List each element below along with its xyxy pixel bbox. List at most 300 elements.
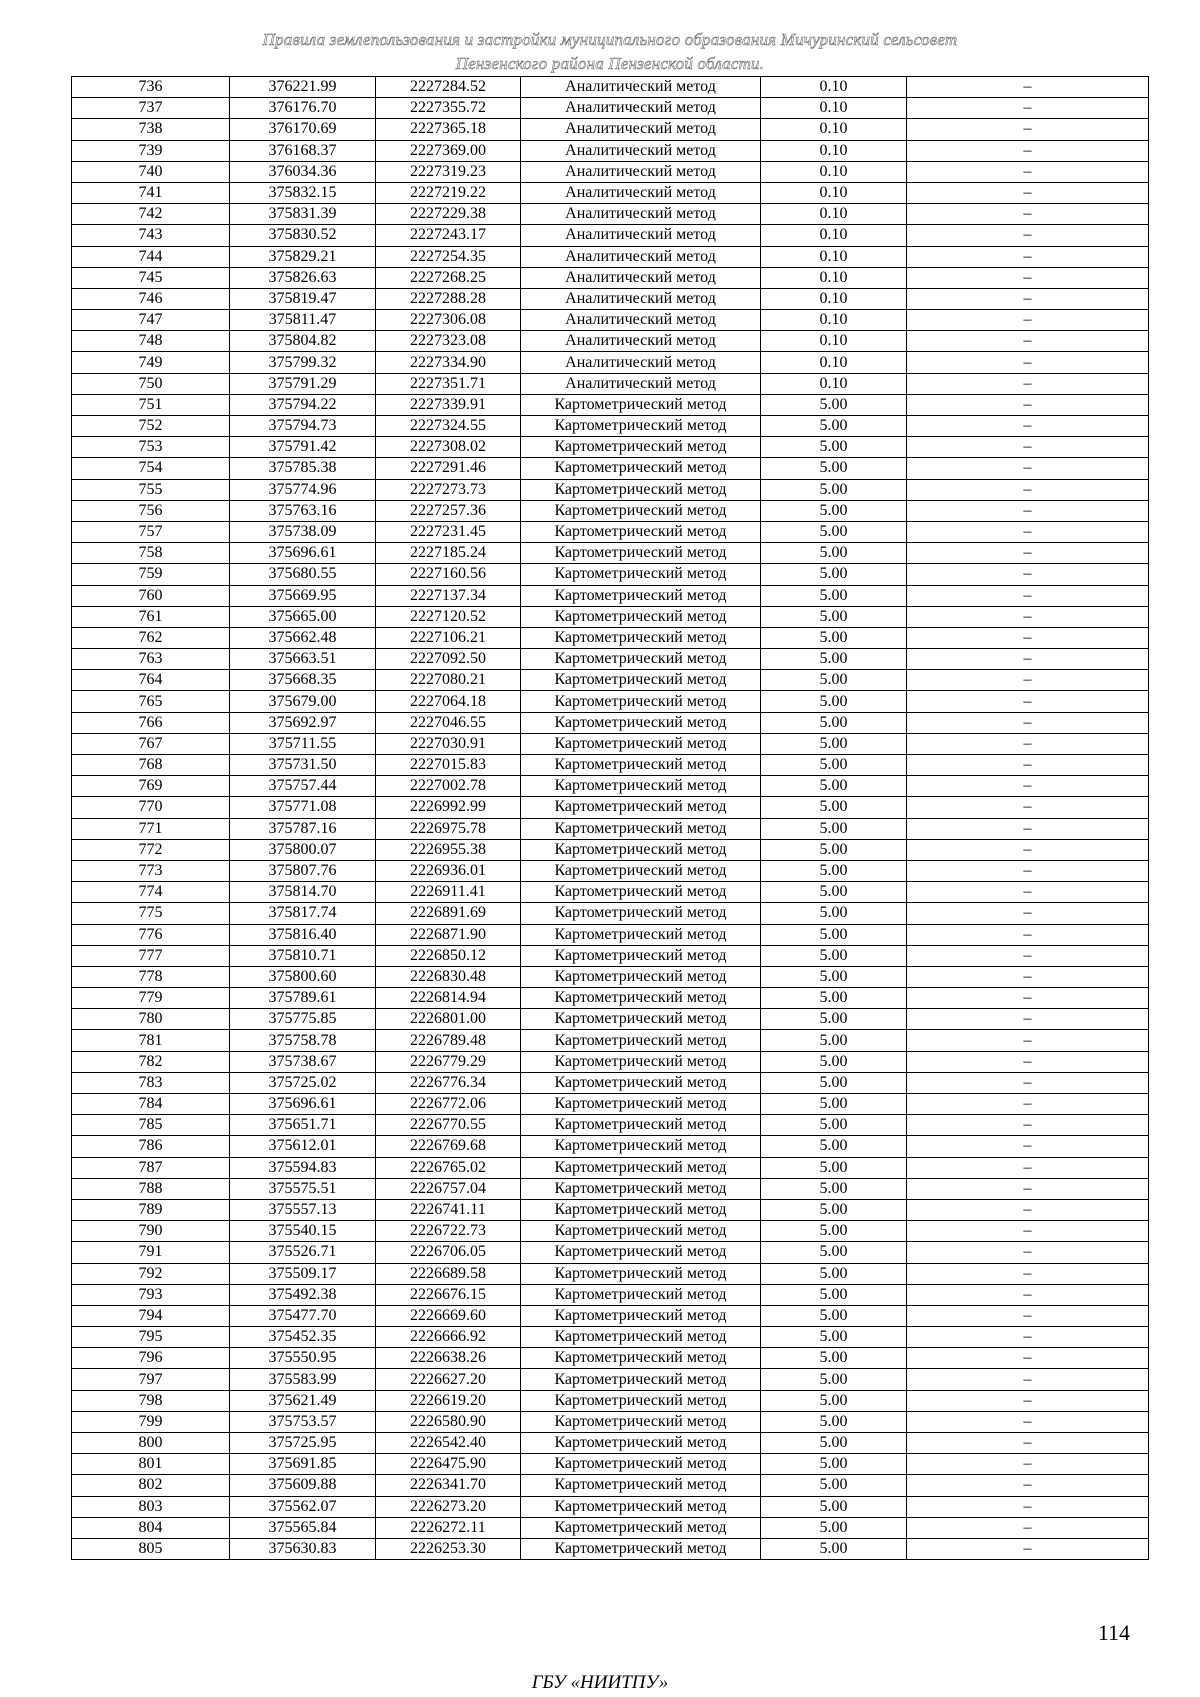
- table-row: [72, 903, 1149, 924]
- x-coordinate-cell: 375562.07: [230, 1496, 376, 1517]
- point-number-cell: 794: [72, 1305, 230, 1326]
- note-cell: –: [907, 1178, 1149, 1199]
- y-coordinate-cell: 2227291.46: [376, 458, 521, 479]
- y-coordinate-cell: 2227185.24: [376, 543, 521, 564]
- table-row: [72, 331, 1149, 352]
- point-number-cell: 777: [72, 945, 230, 966]
- table-row: [72, 119, 1149, 140]
- point-number-cell: 800: [72, 1433, 230, 1454]
- x-coordinate-cell: 375594.83: [230, 1157, 376, 1178]
- note-cell: –: [907, 1242, 1149, 1263]
- method-cell: Картометрический метод: [521, 1242, 761, 1263]
- method-cell: Картометрический метод: [521, 1538, 761, 1559]
- x-coordinate-cell: 375763.16: [230, 500, 376, 521]
- x-coordinate-cell: 375477.70: [230, 1305, 376, 1326]
- table-row: [72, 1072, 1149, 1093]
- method-cell: Картометрический метод: [521, 1094, 761, 1115]
- accuracy-cell: 0.10: [761, 352, 907, 373]
- table-row: [72, 373, 1149, 394]
- note-cell: –: [907, 1454, 1149, 1475]
- table-row: [72, 246, 1149, 267]
- method-cell: Картометрический метод: [521, 776, 761, 797]
- table-row: [72, 1263, 1149, 1284]
- point-number-cell: 784: [72, 1094, 230, 1115]
- note-cell: –: [907, 733, 1149, 754]
- x-coordinate-cell: 375831.39: [230, 204, 376, 225]
- y-coordinate-cell: 2226666.92: [376, 1327, 521, 1348]
- y-coordinate-cell: 2227273.73: [376, 479, 521, 500]
- point-number-cell: 770: [72, 797, 230, 818]
- table-row: [72, 564, 1149, 585]
- table-row: [72, 670, 1149, 691]
- note-cell: –: [907, 1263, 1149, 1284]
- note-cell: –: [907, 1051, 1149, 1072]
- x-coordinate-cell: 375775.85: [230, 1009, 376, 1030]
- accuracy-cell: 5.00: [761, 585, 907, 606]
- y-coordinate-cell: 2227106.21: [376, 627, 521, 648]
- y-coordinate-cell: 2227369.00: [376, 140, 521, 161]
- y-coordinate-cell: 2226770.55: [376, 1115, 521, 1136]
- point-number-cell: 738: [72, 119, 230, 140]
- method-cell: Аналитический метод: [521, 352, 761, 373]
- point-number-cell: 789: [72, 1199, 230, 1220]
- method-cell: Картометрический метод: [521, 1496, 761, 1517]
- table-row: [72, 585, 1149, 606]
- note-cell: –: [907, 77, 1149, 98]
- table-row: [72, 1305, 1149, 1326]
- note-cell: –: [907, 818, 1149, 839]
- y-coordinate-cell: 2226542.40: [376, 1433, 521, 1454]
- point-number-cell: 792: [72, 1263, 230, 1284]
- point-number-cell: 776: [72, 924, 230, 945]
- table-row: [72, 1199, 1149, 1220]
- accuracy-cell: 5.00: [761, 988, 907, 1009]
- y-coordinate-cell: 2227092.50: [376, 649, 521, 670]
- x-coordinate-cell: 375811.47: [230, 310, 376, 331]
- x-coordinate-cell: 375691.85: [230, 1454, 376, 1475]
- note-cell: –: [907, 1030, 1149, 1051]
- table-row: [72, 1284, 1149, 1305]
- note-cell: –: [907, 1284, 1149, 1305]
- note-cell: –: [907, 839, 1149, 860]
- x-coordinate-cell: 375799.32: [230, 352, 376, 373]
- accuracy-cell: 5.00: [761, 1136, 907, 1157]
- point-number-cell: 745: [72, 267, 230, 288]
- point-number-cell: 804: [72, 1517, 230, 1538]
- y-coordinate-cell: 2227288.28: [376, 288, 521, 309]
- point-number-cell: 796: [72, 1348, 230, 1369]
- table-row: [72, 712, 1149, 733]
- method-cell: Картометрический метод: [521, 818, 761, 839]
- table-row: [72, 691, 1149, 712]
- note-cell: –: [907, 182, 1149, 203]
- y-coordinate-cell: 2226676.15: [376, 1284, 521, 1305]
- method-cell: Картометрический метод: [521, 1411, 761, 1432]
- note-cell: –: [907, 225, 1149, 246]
- note-cell: –: [907, 1369, 1149, 1390]
- method-cell: Картометрический метод: [521, 1009, 761, 1030]
- note-cell: –: [907, 1136, 1149, 1157]
- note-cell: –: [907, 1475, 1149, 1496]
- point-number-cell: 764: [72, 670, 230, 691]
- accuracy-cell: 5.00: [761, 670, 907, 691]
- y-coordinate-cell: 2226253.30: [376, 1538, 521, 1559]
- accuracy-cell: 0.10: [761, 204, 907, 225]
- y-coordinate-cell: 2226936.01: [376, 860, 521, 881]
- x-coordinate-cell: 375679.00: [230, 691, 376, 712]
- point-number-cell: 799: [72, 1411, 230, 1432]
- note-cell: –: [907, 1517, 1149, 1538]
- x-coordinate-cell: 375791.42: [230, 437, 376, 458]
- y-coordinate-cell: 2226580.90: [376, 1411, 521, 1432]
- accuracy-cell: 0.10: [761, 119, 907, 140]
- y-coordinate-cell: 2226789.48: [376, 1030, 521, 1051]
- table-row: [72, 839, 1149, 860]
- note-cell: –: [907, 776, 1149, 797]
- table-row: [72, 352, 1149, 373]
- table-row: [72, 1454, 1149, 1475]
- x-coordinate-cell: 375550.95: [230, 1348, 376, 1369]
- document-header: [70, 28, 1150, 76]
- accuracy-cell: 5.00: [761, 903, 907, 924]
- point-number-cell: 749: [72, 352, 230, 373]
- method-cell: Картометрический метод: [521, 437, 761, 458]
- point-number-cell: 761: [72, 606, 230, 627]
- y-coordinate-cell: 2226830.48: [376, 966, 521, 987]
- accuracy-cell: 5.00: [761, 1221, 907, 1242]
- point-number-cell: 773: [72, 860, 230, 881]
- note-cell: –: [907, 521, 1149, 542]
- point-number-cell: 742: [72, 204, 230, 225]
- x-coordinate-cell: 375509.17: [230, 1263, 376, 1284]
- x-coordinate-cell: 375557.13: [230, 1199, 376, 1220]
- table-row: [72, 500, 1149, 521]
- x-coordinate-cell: 375668.35: [230, 670, 376, 691]
- note-cell: –: [907, 585, 1149, 606]
- method-cell: Аналитический метод: [521, 288, 761, 309]
- coordinates-table-body: [72, 77, 1149, 1560]
- accuracy-cell: 0.10: [761, 225, 907, 246]
- y-coordinate-cell: 2227030.91: [376, 733, 521, 754]
- note-cell: –: [907, 755, 1149, 776]
- note-cell: –: [907, 627, 1149, 648]
- method-cell: Аналитический метод: [521, 161, 761, 182]
- accuracy-cell: 5.00: [761, 924, 907, 945]
- method-cell: Аналитический метод: [521, 77, 761, 98]
- table-row: [72, 755, 1149, 776]
- table-row: [72, 733, 1149, 754]
- point-number-cell: 781: [72, 1030, 230, 1051]
- note-cell: –: [907, 288, 1149, 309]
- accuracy-cell: 0.10: [761, 140, 907, 161]
- y-coordinate-cell: 2227351.71: [376, 373, 521, 394]
- method-cell: Аналитический метод: [521, 140, 761, 161]
- point-number-cell: 747: [72, 310, 230, 331]
- note-cell: –: [907, 1496, 1149, 1517]
- x-coordinate-cell: 375621.49: [230, 1390, 376, 1411]
- point-number-cell: 768: [72, 755, 230, 776]
- table-row: [72, 1411, 1149, 1432]
- method-cell: Картометрический метод: [521, 479, 761, 500]
- accuracy-cell: 5.00: [761, 1411, 907, 1432]
- table-row: [72, 860, 1149, 881]
- y-coordinate-cell: 2227002.78: [376, 776, 521, 797]
- method-cell: Картометрический метод: [521, 1199, 761, 1220]
- method-cell: Картометрический метод: [521, 585, 761, 606]
- note-cell: –: [907, 1157, 1149, 1178]
- accuracy-cell: 5.00: [761, 1496, 907, 1517]
- method-cell: Картометрический метод: [521, 458, 761, 479]
- method-cell: Картометрический метод: [521, 1327, 761, 1348]
- table-row: [72, 140, 1149, 161]
- accuracy-cell: 0.10: [761, 98, 907, 119]
- accuracy-cell: 0.10: [761, 288, 907, 309]
- table-row: [72, 288, 1149, 309]
- accuracy-cell: 5.00: [761, 818, 907, 839]
- method-cell: Картометрический метод: [521, 606, 761, 627]
- accuracy-cell: 5.00: [761, 1242, 907, 1263]
- point-number-cell: 752: [72, 416, 230, 437]
- table-row: [72, 458, 1149, 479]
- method-cell: Картометрический метод: [521, 1051, 761, 1072]
- point-number-cell: 785: [72, 1115, 230, 1136]
- note-cell: –: [907, 1199, 1149, 1220]
- point-number-cell: 778: [72, 966, 230, 987]
- accuracy-cell: 5.00: [761, 1327, 907, 1348]
- point-number-cell: 791: [72, 1242, 230, 1263]
- y-coordinate-cell: 2226638.26: [376, 1348, 521, 1369]
- x-coordinate-cell: 375711.55: [230, 733, 376, 754]
- table-row: [72, 1517, 1149, 1538]
- point-number-cell: 748: [72, 331, 230, 352]
- method-cell: Картометрический метод: [521, 1263, 761, 1284]
- point-number-cell: 744: [72, 246, 230, 267]
- y-coordinate-cell: 2227046.55: [376, 712, 521, 733]
- accuracy-cell: 0.10: [761, 331, 907, 352]
- method-cell: Картометрический метод: [521, 564, 761, 585]
- x-coordinate-cell: 375612.01: [230, 1136, 376, 1157]
- y-coordinate-cell: 2227355.72: [376, 98, 521, 119]
- point-number-cell: 756: [72, 500, 230, 521]
- point-number-cell: 741: [72, 182, 230, 203]
- method-cell: Картометрический метод: [521, 1030, 761, 1051]
- note-cell: –: [907, 712, 1149, 733]
- y-coordinate-cell: 2227229.38: [376, 204, 521, 225]
- accuracy-cell: 5.00: [761, 1305, 907, 1326]
- accuracy-cell: 5.00: [761, 1178, 907, 1199]
- note-cell: –: [907, 416, 1149, 437]
- x-coordinate-cell: 375829.21: [230, 246, 376, 267]
- point-number-cell: 771: [72, 818, 230, 839]
- x-coordinate-cell: 376170.69: [230, 119, 376, 140]
- table-row: [72, 1009, 1149, 1030]
- table-row: [72, 1242, 1149, 1263]
- y-coordinate-cell: 2227308.02: [376, 437, 521, 458]
- method-cell: Картометрический метод: [521, 903, 761, 924]
- table-row: [72, 988, 1149, 1009]
- method-cell: Аналитический метод: [521, 119, 761, 140]
- x-coordinate-cell: 375526.71: [230, 1242, 376, 1263]
- y-coordinate-cell: 2227137.34: [376, 585, 521, 606]
- table-row: [72, 1369, 1149, 1390]
- table-row: [72, 1115, 1149, 1136]
- table-row: [72, 1433, 1149, 1454]
- y-coordinate-cell: 2226992.99: [376, 797, 521, 818]
- y-coordinate-cell: 2226722.73: [376, 1221, 521, 1242]
- method-cell: Картометрический метод: [521, 1178, 761, 1199]
- header-line-2: Пензенского района Пензенской области.: [455, 54, 765, 73]
- table-row: [72, 1094, 1149, 1115]
- method-cell: Картометрический метод: [521, 1136, 761, 1157]
- y-coordinate-cell: 2227080.21: [376, 670, 521, 691]
- table-row: [72, 627, 1149, 648]
- accuracy-cell: 5.00: [761, 1369, 907, 1390]
- accuracy-cell: 5.00: [761, 1475, 907, 1496]
- table-row: [72, 1538, 1149, 1559]
- note-cell: –: [907, 670, 1149, 691]
- method-cell: Картометрический метод: [521, 521, 761, 542]
- table-row: [72, 204, 1149, 225]
- point-number-cell: 746: [72, 288, 230, 309]
- note-cell: –: [907, 606, 1149, 627]
- note-cell: –: [907, 140, 1149, 161]
- table-row: [72, 437, 1149, 458]
- x-coordinate-cell: 375696.61: [230, 1094, 376, 1115]
- note-cell: –: [907, 161, 1149, 182]
- accuracy-cell: 5.00: [761, 1051, 907, 1072]
- accuracy-cell: 5.00: [761, 458, 907, 479]
- table-row: [72, 818, 1149, 839]
- point-number-cell: 740: [72, 161, 230, 182]
- method-cell: Картометрический метод: [521, 1475, 761, 1496]
- point-number-cell: 797: [72, 1369, 230, 1390]
- accuracy-cell: 5.00: [761, 1094, 907, 1115]
- y-coordinate-cell: 2226669.60: [376, 1305, 521, 1326]
- accuracy-cell: 5.00: [761, 839, 907, 860]
- x-coordinate-cell: 375814.70: [230, 882, 376, 903]
- y-coordinate-cell: 2226776.34: [376, 1072, 521, 1093]
- y-coordinate-cell: 2226814.94: [376, 988, 521, 1009]
- accuracy-cell: 5.00: [761, 606, 907, 627]
- note-cell: –: [907, 479, 1149, 500]
- note-cell: –: [907, 352, 1149, 373]
- accuracy-cell: 5.00: [761, 627, 907, 648]
- method-cell: Картометрический метод: [521, 797, 761, 818]
- note-cell: –: [907, 1348, 1149, 1369]
- note-cell: –: [907, 945, 1149, 966]
- point-number-cell: 755: [72, 479, 230, 500]
- y-coordinate-cell: 2226955.38: [376, 839, 521, 860]
- table-row: [72, 1030, 1149, 1051]
- note-cell: –: [907, 373, 1149, 394]
- point-number-cell: 788: [72, 1178, 230, 1199]
- x-coordinate-cell: 375665.00: [230, 606, 376, 627]
- method-cell: Картометрический метод: [521, 416, 761, 437]
- x-coordinate-cell: 375830.52: [230, 225, 376, 246]
- point-number-cell: 772: [72, 839, 230, 860]
- point-number-cell: 795: [72, 1327, 230, 1348]
- accuracy-cell: 5.00: [761, 945, 907, 966]
- accuracy-cell: 5.00: [761, 1517, 907, 1538]
- x-coordinate-cell: 375794.22: [230, 394, 376, 415]
- method-cell: Картометрический метод: [521, 1157, 761, 1178]
- method-cell: Картометрический метод: [521, 691, 761, 712]
- y-coordinate-cell: 2226627.20: [376, 1369, 521, 1390]
- note-cell: –: [907, 1305, 1149, 1326]
- note-cell: –: [907, 1411, 1149, 1432]
- y-coordinate-cell: 2226871.90: [376, 924, 521, 945]
- accuracy-cell: 5.00: [761, 1454, 907, 1475]
- y-coordinate-cell: 2227319.23: [376, 161, 521, 182]
- y-coordinate-cell: 2227219.22: [376, 182, 521, 203]
- accuracy-cell: 5.00: [761, 1009, 907, 1030]
- table-row: [72, 1221, 1149, 1242]
- method-cell: Картометрический метод: [521, 1115, 761, 1136]
- x-coordinate-cell: 375758.78: [230, 1030, 376, 1051]
- y-coordinate-cell: 2226772.06: [376, 1094, 521, 1115]
- point-number-cell: 751: [72, 394, 230, 415]
- note-cell: –: [907, 394, 1149, 415]
- point-number-cell: 765: [72, 691, 230, 712]
- table-row: [72, 1475, 1149, 1496]
- method-cell: Картометрический метод: [521, 1348, 761, 1369]
- table-row: [72, 161, 1149, 182]
- y-coordinate-cell: 2227243.17: [376, 225, 521, 246]
- note-cell: –: [907, 882, 1149, 903]
- x-coordinate-cell: 375771.08: [230, 797, 376, 818]
- method-cell: Картометрический метод: [521, 543, 761, 564]
- table-row: [72, 521, 1149, 542]
- accuracy-cell: 5.00: [761, 1263, 907, 1284]
- x-coordinate-cell: 375800.60: [230, 966, 376, 987]
- table-row: [72, 394, 1149, 415]
- point-number-cell: 786: [72, 1136, 230, 1157]
- method-cell: Картометрический метод: [521, 394, 761, 415]
- x-coordinate-cell: 375662.48: [230, 627, 376, 648]
- point-number-cell: 736: [72, 77, 230, 98]
- table-row: [72, 1178, 1149, 1199]
- point-number-cell: 759: [72, 564, 230, 585]
- y-coordinate-cell: 2226801.00: [376, 1009, 521, 1030]
- coordinates-table: [71, 76, 1149, 1560]
- method-cell: Картометрический метод: [521, 1390, 761, 1411]
- table-row: [72, 98, 1149, 119]
- point-number-cell: 779: [72, 988, 230, 1009]
- table-row: [72, 776, 1149, 797]
- note-cell: –: [907, 1009, 1149, 1030]
- x-coordinate-cell: 375804.82: [230, 331, 376, 352]
- accuracy-cell: 5.00: [761, 712, 907, 733]
- page-number: 114: [1097, 1620, 1130, 1645]
- accuracy-cell: 5.00: [761, 543, 907, 564]
- y-coordinate-cell: 2227268.25: [376, 267, 521, 288]
- method-cell: Картометрический метод: [521, 945, 761, 966]
- point-number-cell: 802: [72, 1475, 230, 1496]
- x-coordinate-cell: 375807.76: [230, 860, 376, 881]
- y-coordinate-cell: 2227257.36: [376, 500, 521, 521]
- x-coordinate-cell: 375738.09: [230, 521, 376, 542]
- y-coordinate-cell: 2226850.12: [376, 945, 521, 966]
- y-coordinate-cell: 2226741.11: [376, 1199, 521, 1220]
- method-cell: Картометрический метод: [521, 966, 761, 987]
- x-coordinate-cell: 375753.57: [230, 1411, 376, 1432]
- accuracy-cell: 5.00: [761, 500, 907, 521]
- note-cell: –: [907, 966, 1149, 987]
- accuracy-cell: 5.00: [761, 1538, 907, 1559]
- point-number-cell: 783: [72, 1072, 230, 1093]
- note-cell: –: [907, 1538, 1149, 1559]
- x-coordinate-cell: 375669.95: [230, 585, 376, 606]
